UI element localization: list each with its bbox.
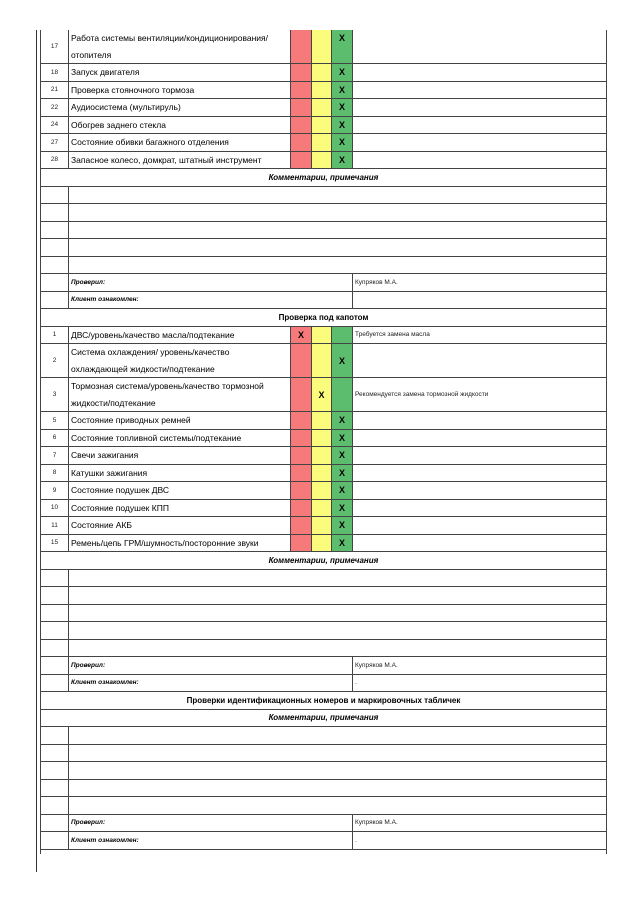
- item-label: Тормозная система/уровень/качество тормозной жидкости/подтекание: [69, 378, 291, 412]
- table-row: [41, 81, 607, 99]
- table-row: [41, 151, 607, 169]
- item-number: 22: [41, 99, 69, 117]
- item-label: Система охлаждения/ уровень/качество охлаждающей жидкости/подтекание: [69, 344, 291, 378]
- status-red-cell[interactable]: X: [291, 326, 312, 344]
- trailing-row: [41, 849, 607, 854]
- comment-row: [41, 744, 607, 762]
- checked-by-label: Проверил:: [69, 657, 353, 675]
- checked-by-row: [41, 657, 607, 675]
- table-row: [41, 429, 607, 447]
- signature-num-cell: [41, 674, 69, 692]
- section-header-row: [41, 692, 607, 710]
- comment-row: [41, 622, 607, 640]
- item-label: ДВС/уровень/качество масла/подтекание: [69, 326, 291, 344]
- checked-by-label: Проверил:: [69, 274, 353, 292]
- status-green-cell[interactable]: X: [332, 482, 353, 500]
- status-green-cell[interactable]: X: [332, 464, 353, 482]
- status-yellow-cell[interactable]: [312, 464, 332, 482]
- comment-input[interactable]: [69, 204, 607, 222]
- item-note[interactable]: Требуется замена масла: [353, 326, 607, 344]
- comment-num-cell: [41, 256, 69, 274]
- comment-row: [41, 204, 607, 222]
- signature-num-cell: [41, 832, 69, 850]
- client-ack-label: Клиент ознакомлен:: [69, 832, 353, 850]
- status-red-cell[interactable]: [291, 482, 312, 500]
- signature-num-cell: [41, 291, 69, 309]
- item-note[interactable]: [353, 517, 607, 535]
- comment-num-cell: [41, 587, 69, 605]
- status-green-cell[interactable]: X: [332, 99, 353, 117]
- comment-row: [41, 762, 607, 780]
- checked-by-value[interactable]: Купряков М.А.: [353, 657, 607, 675]
- status-green-cell[interactable]: X: [332, 517, 353, 535]
- status-yellow-cell[interactable]: [312, 429, 332, 447]
- table-row: [41, 534, 607, 552]
- item-number: 24: [41, 116, 69, 134]
- comment-row: [41, 221, 607, 239]
- table-row: [41, 64, 607, 82]
- item-label: Запасное колесо, домкрат, штатный инструмент: [69, 151, 291, 169]
- table-row: [41, 99, 607, 117]
- inspection-table: [40, 30, 607, 854]
- status-red-cell[interactable]: [291, 464, 312, 482]
- item-note[interactable]: [353, 534, 607, 552]
- item-label: Состояние топливной системы/подтекание: [69, 429, 291, 447]
- table-row: [41, 134, 607, 152]
- status-green-cell[interactable]: X: [332, 30, 353, 64]
- comment-num-cell: [41, 797, 69, 815]
- status-yellow-cell[interactable]: [312, 344, 332, 378]
- item-note[interactable]: [353, 447, 607, 465]
- status-green-cell[interactable]: X: [332, 64, 353, 82]
- comment-num-cell: [41, 727, 69, 745]
- comment-input[interactable]: [69, 762, 607, 780]
- status-red-cell[interactable]: [291, 344, 312, 378]
- item-label: Ремень/цепь ГРМ/шумность/посторонние звуки: [69, 534, 291, 552]
- status-red-cell[interactable]: [291, 447, 312, 465]
- status-green-cell[interactable]: X: [332, 412, 353, 430]
- comment-input[interactable]: [69, 221, 607, 239]
- status-red-cell[interactable]: [291, 116, 312, 134]
- comments-title: Комментарии, примечания: [41, 169, 607, 187]
- comment-input[interactable]: [69, 256, 607, 274]
- table-row: [41, 464, 607, 482]
- signature-num-cell: [41, 657, 69, 675]
- item-label: Работа системы вентиляции/кондиционирования/ отопителя: [69, 30, 291, 64]
- status-red-cell[interactable]: [291, 429, 312, 447]
- signature-num-cell: [41, 814, 69, 832]
- comments-header-row: [41, 552, 607, 570]
- comment-num-cell: [41, 604, 69, 622]
- status-yellow-cell[interactable]: [312, 116, 332, 134]
- table-row: [41, 447, 607, 465]
- item-note[interactable]: [353, 81, 607, 99]
- item-label: Состояние обивки багажного отделения: [69, 134, 291, 152]
- status-red-cell[interactable]: [291, 534, 312, 552]
- status-yellow-cell[interactable]: [312, 64, 332, 82]
- comment-input[interactable]: [69, 744, 607, 762]
- status-green-cell[interactable]: X: [332, 116, 353, 134]
- item-number: 6: [41, 429, 69, 447]
- status-yellow-cell[interactable]: [312, 534, 332, 552]
- client-ack-value[interactable]: .: [353, 674, 607, 692]
- outer-border-line: [36, 30, 37, 872]
- status-red-cell[interactable]: [291, 412, 312, 430]
- comment-num-cell: [41, 239, 69, 257]
- status-green-cell[interactable]: X: [332, 151, 353, 169]
- item-label: Аудиосистема (мультируль): [69, 99, 291, 117]
- item-note[interactable]: [353, 64, 607, 82]
- item-label: Состояние приводных ремней: [69, 412, 291, 430]
- status-yellow-cell[interactable]: [312, 30, 332, 64]
- checked-by-label: Проверил:: [69, 814, 353, 832]
- item-note[interactable]: [353, 151, 607, 169]
- signature-num-cell: [41, 274, 69, 292]
- checked-by-value[interactable]: Купряков М.А.: [353, 274, 607, 292]
- status-red-cell[interactable]: [291, 134, 312, 152]
- comments-title: Комментарии, примечания: [41, 552, 607, 570]
- trailing-cell: [41, 849, 69, 854]
- comment-input[interactable]: [69, 569, 607, 587]
- client-ack-row: [41, 674, 607, 692]
- table-row: [41, 412, 607, 430]
- comment-input[interactable]: [69, 239, 607, 257]
- status-yellow-cell[interactable]: [312, 99, 332, 117]
- table-row: [41, 482, 607, 500]
- item-label: Состояние АКБ: [69, 517, 291, 535]
- comments-header-row: [41, 169, 607, 187]
- comment-input[interactable]: [69, 604, 607, 622]
- status-yellow-cell[interactable]: [312, 326, 332, 344]
- item-label: Состояние подушек КПП: [69, 499, 291, 517]
- status-green-cell[interactable]: X: [332, 447, 353, 465]
- comment-num-cell: [41, 622, 69, 640]
- section-header-row: [41, 309, 607, 327]
- comment-row: [41, 239, 607, 257]
- item-note[interactable]: [353, 116, 607, 134]
- status-red-cell[interactable]: [291, 30, 312, 64]
- status-yellow-cell[interactable]: [312, 499, 332, 517]
- item-number: 2: [41, 344, 69, 378]
- checked-by-row: [41, 814, 607, 832]
- item-label: Обогрев заднего стекла: [69, 116, 291, 134]
- comment-input[interactable]: [69, 727, 607, 745]
- status-yellow-cell[interactable]: [312, 482, 332, 500]
- item-number: 11: [41, 517, 69, 535]
- comment-num-cell: [41, 744, 69, 762]
- item-number: 15: [41, 534, 69, 552]
- table-row: [41, 30, 607, 64]
- table-row: [41, 517, 607, 535]
- checked-by-value[interactable]: Купряков М.А.: [353, 814, 607, 832]
- table-row: [41, 499, 607, 517]
- item-note[interactable]: [353, 344, 607, 378]
- status-yellow-cell[interactable]: [312, 447, 332, 465]
- comment-input[interactable]: [69, 797, 607, 815]
- status-red-cell[interactable]: [291, 517, 312, 535]
- status-yellow-cell[interactable]: [312, 81, 332, 99]
- comment-num-cell: [41, 779, 69, 797]
- comment-num-cell: [41, 569, 69, 587]
- comment-input[interactable]: [69, 779, 607, 797]
- status-green-cell[interactable]: [332, 326, 353, 344]
- client-ack-row: [41, 291, 607, 309]
- comment-num-cell: [41, 639, 69, 657]
- status-green-cell[interactable]: X: [332, 429, 353, 447]
- section-title-ids: Проверки идентификационных номеров и маркировочных табличек: [41, 692, 607, 710]
- item-note[interactable]: [353, 134, 607, 152]
- comment-row: [41, 256, 607, 274]
- status-red-cell[interactable]: [291, 378, 312, 412]
- comment-num-cell: [41, 221, 69, 239]
- checked-by-row: [41, 274, 607, 292]
- client-ack-value[interactable]: .: [353, 832, 607, 850]
- item-number: 5: [41, 412, 69, 430]
- item-number: 1: [41, 326, 69, 344]
- status-green-cell[interactable]: X: [332, 81, 353, 99]
- item-note[interactable]: [353, 412, 607, 430]
- client-ack-row: [41, 832, 607, 850]
- item-note[interactable]: [353, 30, 607, 64]
- status-red-cell[interactable]: [291, 99, 312, 117]
- item-note[interactable]: [353, 429, 607, 447]
- table-row: [41, 344, 607, 378]
- comments-header-row: [41, 709, 607, 727]
- item-number: 28: [41, 151, 69, 169]
- section-title-hood: Проверка под капотом: [41, 309, 607, 327]
- item-number: 10: [41, 499, 69, 517]
- status-green-cell[interactable]: X: [332, 499, 353, 517]
- item-note[interactable]: [353, 464, 607, 482]
- status-yellow-cell[interactable]: [312, 517, 332, 535]
- item-number: 8: [41, 464, 69, 482]
- item-number: 18: [41, 64, 69, 82]
- comment-num-cell: [41, 186, 69, 204]
- comment-row: [41, 604, 607, 622]
- comment-num-cell: [41, 762, 69, 780]
- status-red-cell[interactable]: [291, 151, 312, 169]
- status-yellow-cell[interactable]: [312, 134, 332, 152]
- item-note[interactable]: [353, 482, 607, 500]
- status-green-cell[interactable]: X: [332, 344, 353, 378]
- comment-row: [41, 797, 607, 815]
- client-ack-value[interactable]: [353, 291, 607, 309]
- item-label: Проверка стояночного тормоза: [69, 81, 291, 99]
- item-note[interactable]: Рекомендуется замена тормозной жидкости: [353, 378, 607, 412]
- comment-row: [41, 587, 607, 605]
- comment-row: [41, 186, 607, 204]
- comment-row: [41, 727, 607, 745]
- status-red-cell[interactable]: [291, 64, 312, 82]
- inspection-sheet: [40, 30, 606, 854]
- comment-num-cell: [41, 204, 69, 222]
- comments-title: Комментарии, примечания: [41, 709, 607, 727]
- status-green-cell[interactable]: X: [332, 134, 353, 152]
- table-row: [41, 116, 607, 134]
- client-ack-label: Клиент ознакомлен:: [69, 291, 353, 309]
- status-green-cell[interactable]: X: [332, 534, 353, 552]
- item-number: 21: [41, 81, 69, 99]
- status-red-cell[interactable]: [291, 81, 312, 99]
- status-yellow-cell[interactable]: X: [312, 378, 332, 412]
- comment-row: [41, 569, 607, 587]
- table-row: [41, 326, 607, 344]
- comment-input[interactable]: [69, 186, 607, 204]
- item-label: Запуск двигателя: [69, 64, 291, 82]
- item-number: 17: [41, 30, 69, 64]
- table-row: [41, 378, 607, 412]
- item-label: Свечи зажигания: [69, 447, 291, 465]
- item-number: 7: [41, 447, 69, 465]
- item-note[interactable]: [353, 99, 607, 117]
- comment-row: [41, 779, 607, 797]
- item-label: Катушки зажигания: [69, 464, 291, 482]
- status-yellow-cell[interactable]: [312, 412, 332, 430]
- comment-input[interactable]: [69, 639, 607, 657]
- status-yellow-cell[interactable]: [312, 151, 332, 169]
- comment-input[interactable]: [69, 587, 607, 605]
- comment-input[interactable]: [69, 622, 607, 640]
- item-number: 9: [41, 482, 69, 500]
- status-green-cell[interactable]: [332, 378, 353, 412]
- item-label: Состояние подушек ДВС: [69, 482, 291, 500]
- item-number: 3: [41, 378, 69, 412]
- item-number: 27: [41, 134, 69, 152]
- status-red-cell[interactable]: [291, 499, 312, 517]
- trailing-cell: [69, 849, 607, 854]
- comment-row: [41, 639, 607, 657]
- client-ack-label: Клиент ознакомлен:: [69, 674, 353, 692]
- item-note[interactable]: [353, 499, 607, 517]
